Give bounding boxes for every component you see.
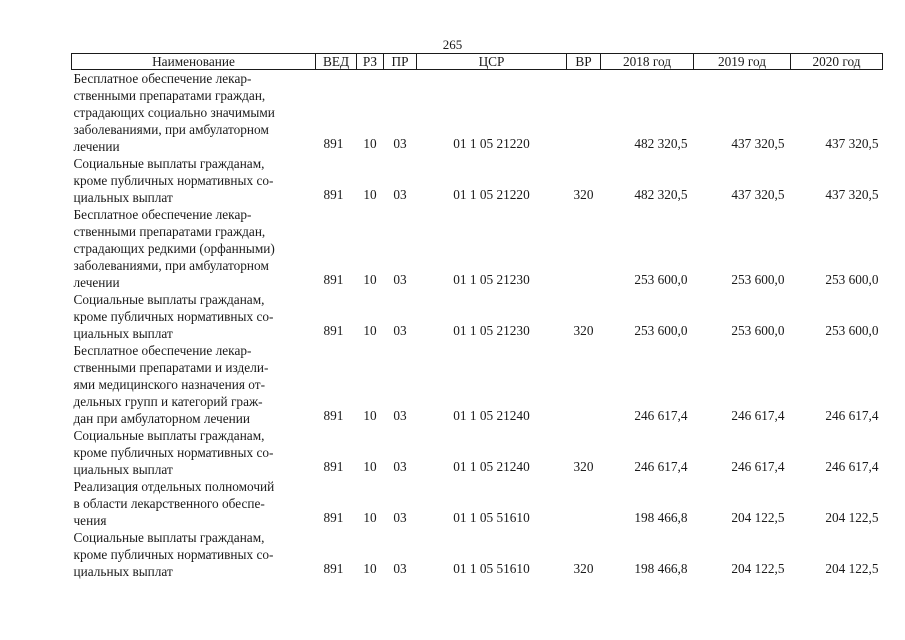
name-line: циальных выплат	[73, 190, 173, 205]
name-line: кроме публичных нормативных со-	[73, 173, 274, 188]
table-row	[72, 155, 883, 206]
cell-2018: 482 320,5	[634, 187, 688, 202]
name-line: лечении	[73, 139, 120, 154]
name-line: ями медицинского назначения от-	[73, 377, 265, 392]
cell-name	[72, 206, 316, 291]
name-line: Социальные выплаты гражданам,	[73, 428, 265, 443]
cell-name	[72, 291, 316, 342]
cell-vr: 320	[573, 459, 594, 474]
cell-csr: 01 1 05 51610	[453, 561, 530, 576]
cell-name	[72, 70, 316, 156]
name-line: циальных выплат	[73, 564, 173, 579]
cell-2018: 482 320,5	[634, 136, 688, 151]
cell-vr	[567, 206, 601, 291]
cell-2020: 204 122,5	[825, 510, 879, 525]
cell-rz: 10	[363, 323, 377, 338]
cell-rz: 10	[363, 136, 377, 151]
name-line: ственными препаратами и издели-	[73, 360, 269, 375]
cell-pr: 03	[393, 187, 407, 202]
cell-2018: 253 600,0	[634, 323, 688, 338]
name-line: страдающих социально значимыми	[73, 105, 275, 120]
cell-2018: 246 617,4	[634, 459, 688, 474]
header-rz: РЗ	[357, 54, 384, 70]
name-line: заболеваниями, при амбулаторном	[73, 122, 269, 137]
cell-pr: 03	[393, 510, 407, 525]
cell-2020: 246 617,4	[825, 459, 879, 474]
name-line: Социальные выплаты гражданам,	[73, 156, 265, 171]
name-line: ственными препаратами граждан,	[73, 224, 266, 239]
cell-2019: 246 617,4	[731, 408, 785, 423]
cell-2020: 253 600,0	[825, 272, 879, 287]
cell-2018: 253 600,0	[634, 272, 688, 287]
header-2020: 2020 год	[791, 54, 883, 70]
cell-name	[72, 155, 316, 206]
cell-name	[72, 529, 316, 580]
cell-ved: 891	[323, 561, 344, 576]
table-body	[72, 70, 883, 581]
name-line: Социальные выплаты гражданам,	[73, 530, 265, 545]
cell-csr: 01 1 05 21230	[453, 272, 530, 287]
cell-csr: 01 1 05 51610	[453, 510, 530, 525]
cell-csr: 01 1 05 21220	[453, 187, 530, 202]
header-pr: ПР	[384, 54, 417, 70]
name-line: страдающих редкими (орфанными)	[73, 241, 275, 256]
cell-2018: 246 617,4	[634, 408, 688, 423]
cell-2019: 253 600,0	[731, 272, 785, 287]
cell-ved: 891	[323, 323, 344, 338]
header-2018: 2018 год	[601, 54, 694, 70]
cell-pr: 03	[393, 561, 407, 576]
table-row	[72, 427, 883, 478]
cell-2020: 204 122,5	[825, 561, 879, 576]
cell-name	[72, 342, 316, 427]
cell-csr: 01 1 05 21240	[453, 408, 530, 423]
name-line: Бесплатное обеспечение лекар-	[73, 207, 252, 222]
header-ved: ВЕД	[316, 54, 357, 70]
cell-csr: 01 1 05 21240	[453, 459, 530, 474]
budget-table	[71, 53, 883, 580]
header-csr: ЦСР	[417, 54, 567, 70]
name-line: Социальные выплаты гражданам,	[73, 292, 265, 307]
table-row	[72, 529, 883, 580]
cell-name	[72, 427, 316, 478]
cell-ved: 891	[323, 459, 344, 474]
cell-2019: 246 617,4	[731, 459, 785, 474]
name-line: кроме публичных нормативных со-	[73, 445, 274, 460]
table-row	[72, 206, 883, 291]
cell-csr: 01 1 05 21220	[453, 136, 530, 151]
cell-pr: 03	[393, 272, 407, 287]
cell-rz: 10	[363, 187, 377, 202]
cell-pr: 03	[393, 136, 407, 151]
cell-pr: 03	[393, 323, 407, 338]
name-line: лечении	[73, 275, 120, 290]
table-header	[72, 54, 883, 70]
cell-ved: 891	[323, 187, 344, 202]
cell-2018: 198 466,8	[634, 510, 688, 525]
cell-ved: 891	[323, 136, 344, 151]
cell-name	[72, 478, 316, 529]
cell-ved: 891	[323, 272, 344, 287]
name-line: дельных групп и категорий граж-	[73, 394, 263, 409]
cell-2019: 204 122,5	[731, 510, 785, 525]
cell-2020: 437 320,5	[825, 187, 879, 202]
cell-rz: 10	[363, 408, 377, 423]
cell-vr: 320	[573, 323, 594, 338]
cell-2019: 204 122,5	[731, 561, 785, 576]
cell-vr: 320	[573, 561, 594, 576]
cell-vr	[567, 70, 601, 156]
cell-vr	[567, 342, 601, 427]
name-line: кроме публичных нормативных со-	[73, 547, 274, 562]
cell-2019: 437 320,5	[731, 136, 785, 151]
cell-pr: 03	[393, 408, 407, 423]
cell-2019: 437 320,5	[731, 187, 785, 202]
name-line: ственными препаратами граждан,	[73, 88, 266, 103]
cell-2020: 437 320,5	[825, 136, 879, 151]
cell-ved: 891	[323, 510, 344, 525]
name-line: циальных выплат	[73, 462, 173, 477]
name-line: в области лекарственного обеспе-	[73, 496, 265, 511]
cell-2018: 198 466,8	[634, 561, 688, 576]
cell-2020: 253 600,0	[825, 323, 879, 338]
cell-2019: 253 600,0	[731, 323, 785, 338]
name-line: циальных выплат	[73, 326, 173, 341]
name-line: Реализация отдельных полномочий	[73, 479, 275, 494]
cell-csr: 01 1 05 21230	[453, 323, 530, 338]
header-vr: ВР	[567, 54, 601, 70]
table-row	[72, 342, 883, 427]
cell-pr: 03	[393, 459, 407, 474]
page-number: 265	[442, 37, 463, 52]
table-row	[72, 478, 883, 529]
table-row	[72, 291, 883, 342]
cell-rz: 10	[363, 272, 377, 287]
name-line: Бесплатное обеспечение лекар-	[73, 343, 252, 358]
header-name: Наименование	[72, 54, 316, 70]
name-line: кроме публичных нормативных со-	[73, 309, 274, 324]
cell-ved: 891	[323, 408, 344, 423]
name-line: чения	[73, 513, 107, 528]
cell-rz: 10	[363, 459, 377, 474]
cell-vr	[567, 478, 601, 529]
name-line: дан при амбулаторном лечении	[73, 411, 250, 426]
cell-rz: 10	[363, 561, 377, 576]
header-row	[72, 54, 883, 70]
header-2019: 2019 год	[694, 54, 791, 70]
cell-rz: 10	[363, 510, 377, 525]
name-line: заболеваниями, при амбулаторном	[73, 258, 269, 273]
cell-2020: 246 617,4	[825, 408, 879, 423]
name-line: Бесплатное обеспечение лекар-	[73, 71, 252, 86]
cell-vr: 320	[573, 187, 594, 202]
table-row	[72, 70, 883, 156]
